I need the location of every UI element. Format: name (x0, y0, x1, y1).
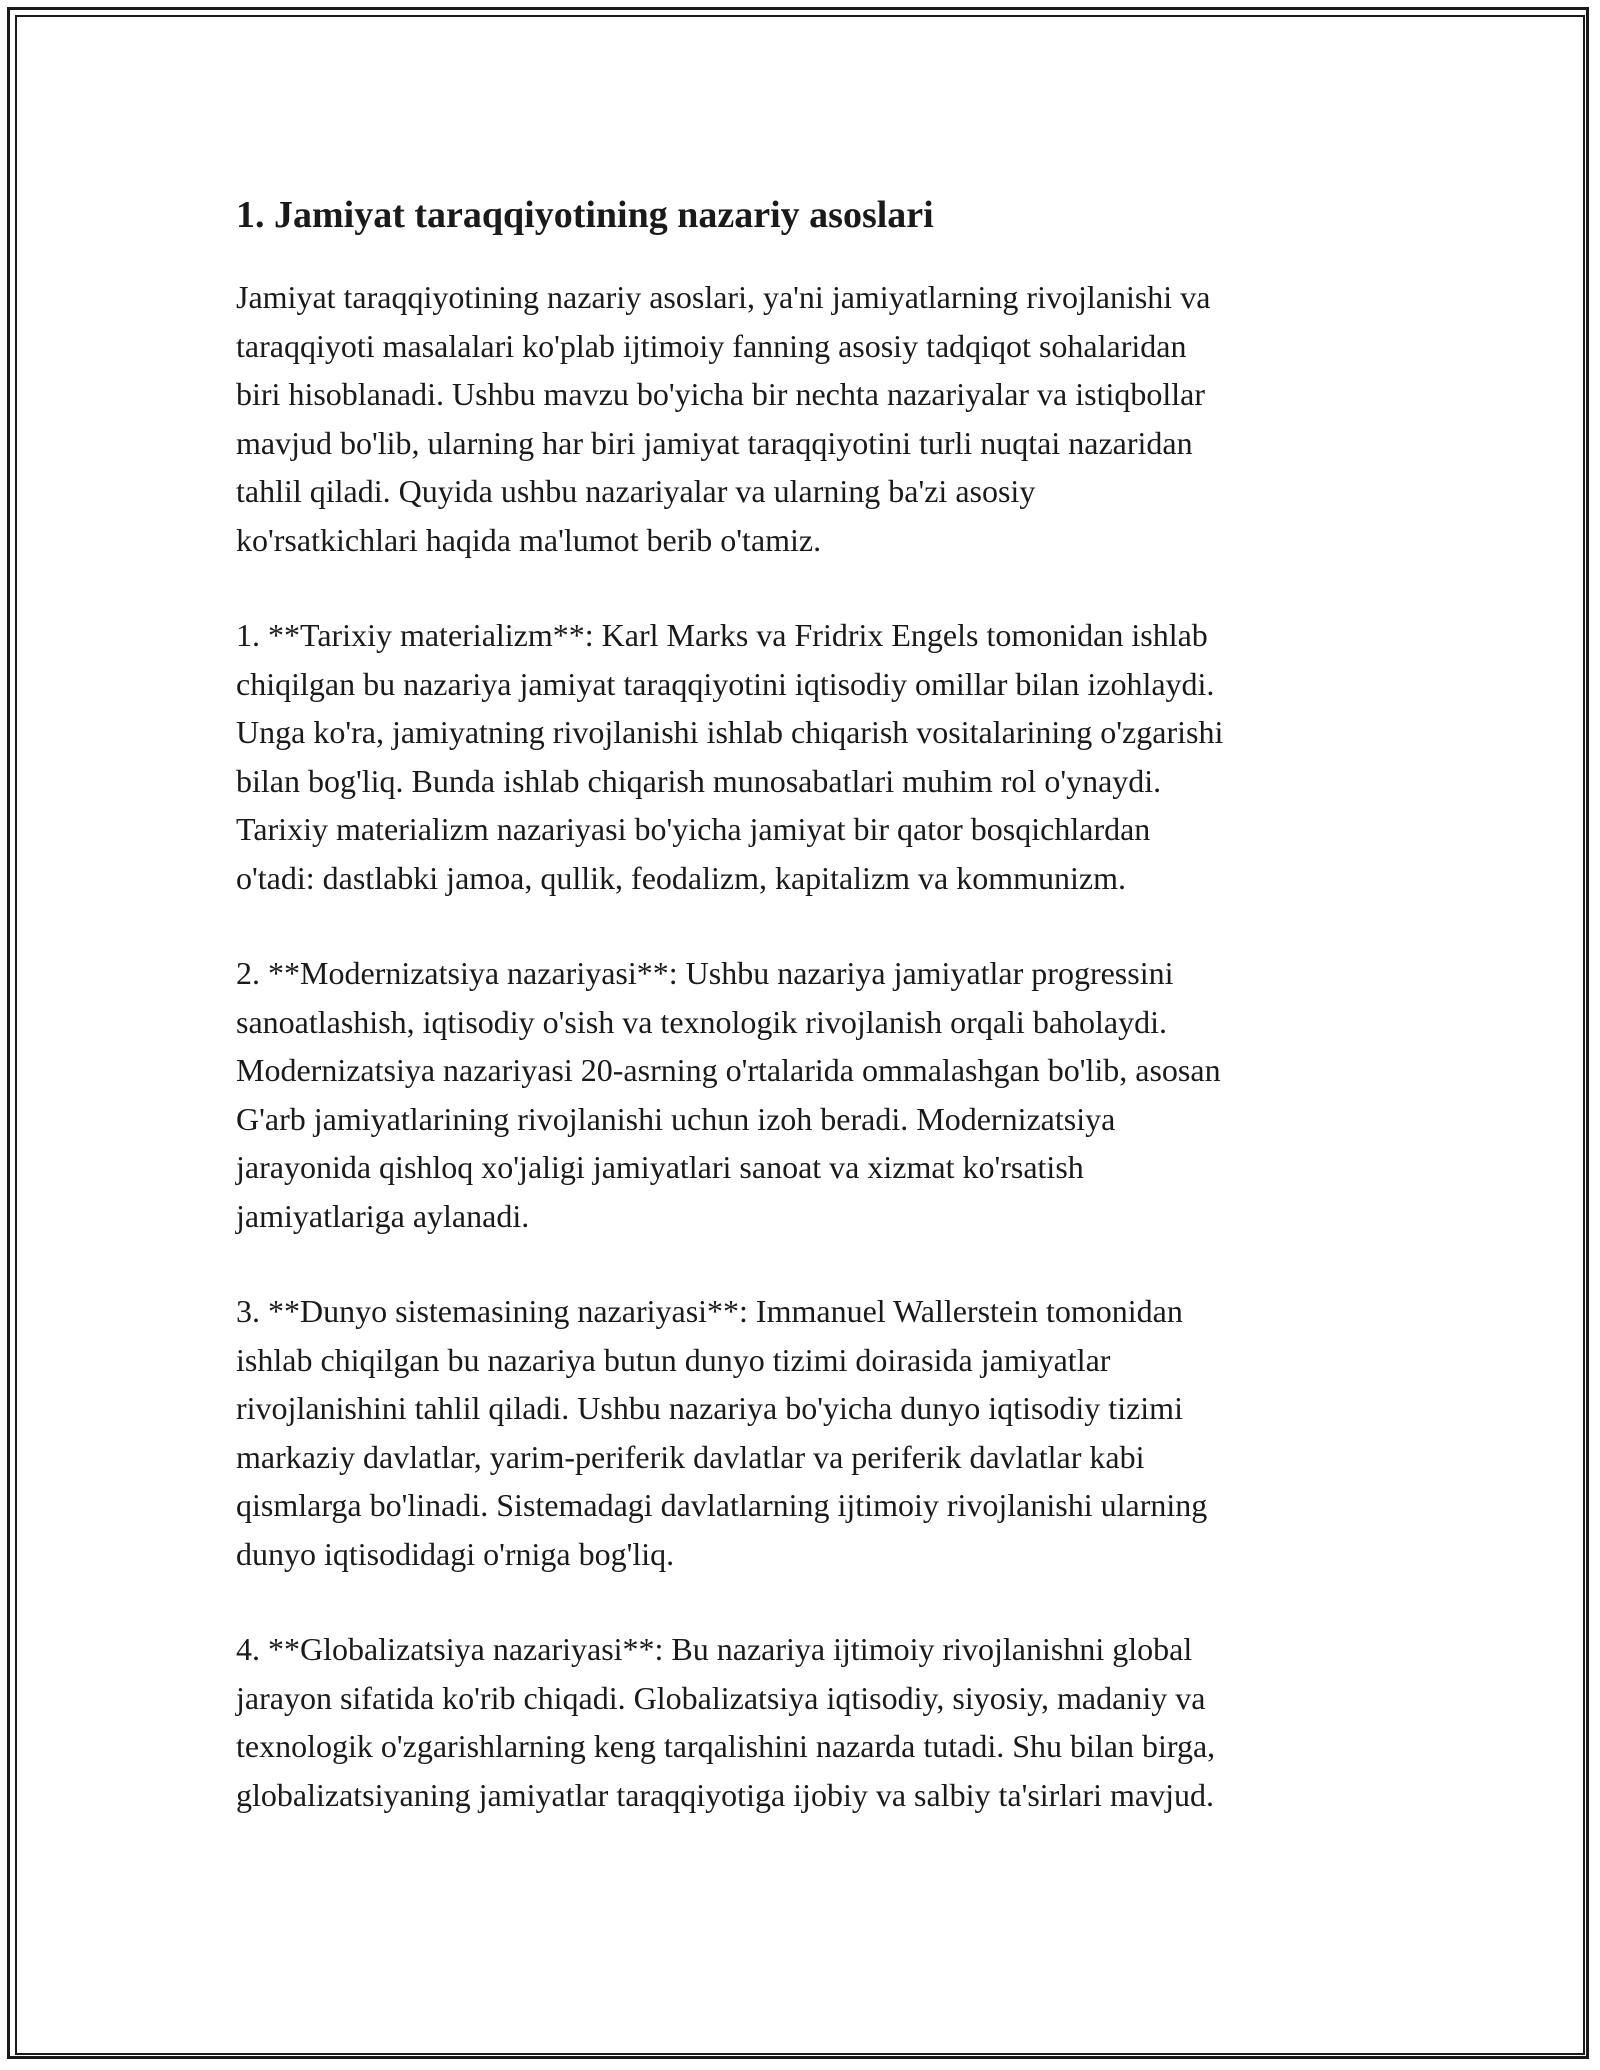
intro-paragraph: Jamiyat taraqqiyotining nazariy asoslari, ya'ni jamiyatlarning rivojlanishi va taraqqiyoti masalalari ko'plab ijtimoiy fanning asosiy tadqiqot sohalaridan biri hisoblanadi. Ushbu mavzu bo'yicha bir nechta nazariyalar va istiqbollar mavjud bo'lib, ularning har biri jamiyat taraqqiyotini turli nuqtai nazaridan tahlil qiladi. Quyida ushbu nazariyalar va ularning ba'zi asosiy ko'rsatkichlari haqida ma'lumot berib o'tamiz. (236, 279, 1211, 558)
paragraph-globalizatsiya: 4. **Globalizatsiya nazariyasi**: Bu nazariya ijtimoiy rivojlanishni global jarayon sifatida ko'rib chiqadi. Globalizatsiya iqtisodiy, siyosiy, madaniy va texnologik o'zgarishlarning keng tarqalishini nazarda tutadi. Shu bilan birga, globalizatsiyaning jamiyatlar taraqqiyotiga ijobiy va salbiy ta'sirlari mavjud. (236, 1631, 1216, 1813)
page-title: 1. Jamiyat taraqqiyotining nazariy asoslari (236, 194, 934, 236)
paragraph-tarixiy-materializm: 1. **Tarixiy materializm**: Karl Marks va Fridrix Engels tomonidan ishlab chiqilgan bu nazariya jamiyat taraqqiyotini iqtisodiy omillar bilan izohlaydi. Unga ko'ra, jamiyatning rivojlanishi ishlab chiqarish vositalarining o'zgarishi bilan bog'liq. Bunda ishlab chiqarish munosabatlari muhim rol o'ynaydi. Tarixiy materializm nazariyasi bo'yicha jamiyat bir qator bosqichlardan o'tadi: dastlabki jamoa, qullik, feodalizm, kapitalizm va kommunizm. (236, 617, 1224, 896)
document-body (236, 185, 1386, 1819)
paragraph-dunyo-sistemasi: 3. **Dunyo sistemasining nazariyasi**: Immanuel Wallerstein tomonidan ishlab chiqilgan bu nazariya butun dunyo tizimi doirasida jamiyatlar rivojlanishini tahlil qiladi. Ushbu nazariya bo'yicha dunyo iqtisodiy tizimi markaziy davlatlar, yarim-periferik davlatlar va periferik davlatlar kabi qismlarga bo'linadi. Sistemadagi davlatlarning ijtimoiy rivojlanishi ularning dunyo iqtisodidagi o'rniga bog'liq. (236, 1293, 1208, 1572)
paragraph-modernizatsiya: 2. **Modernizatsiya nazariyasi**: Ushbu nazariya jamiyatlar progressini sanoatlashish, iqtisodiy o'sish va texnologik rivojlanish orqali baholaydi. Modernizatsiya nazariyasi 20-asrning o'rtalarida ommalashgan bo'lib, asosan G'arb jamiyatlarining rivojlanishi uchun izoh beradi. Modernizatsiya jarayonida qishloq xo'jaligi jamiyatlari sanoat va xizmat ko'rsatish jamiyatlariga aylanadi. (236, 955, 1221, 1234)
